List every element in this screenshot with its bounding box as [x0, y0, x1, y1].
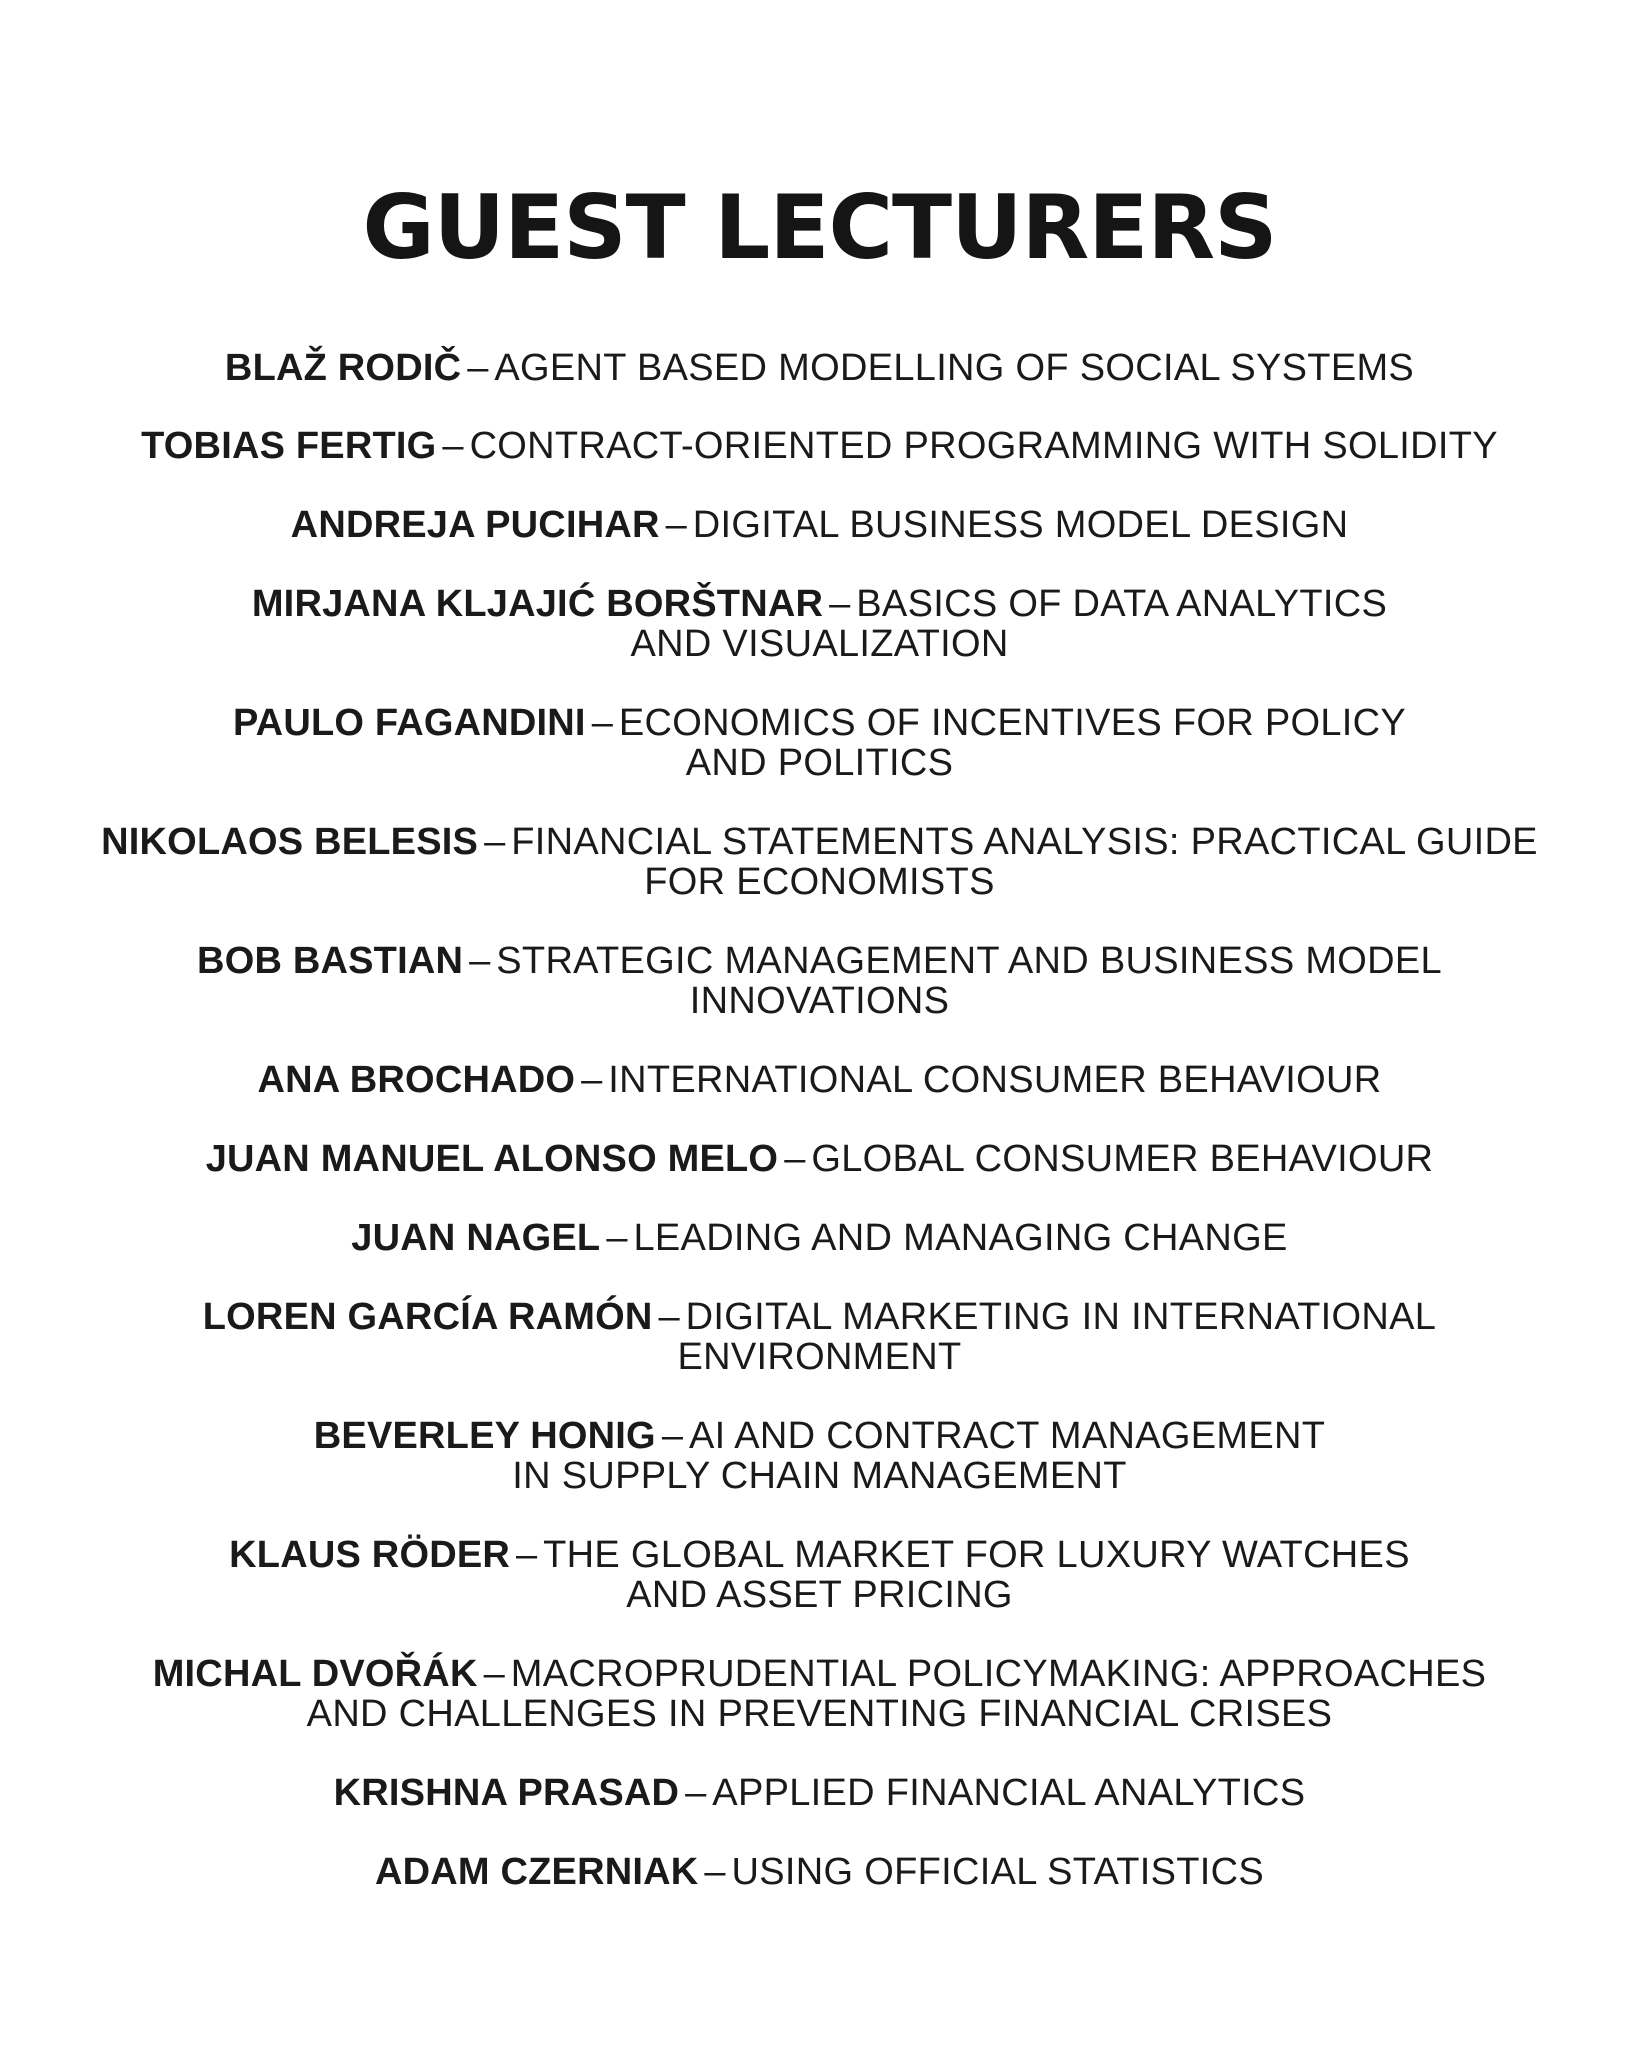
lecture-topic-continued: FOR ECONOMISTS [644, 861, 995, 903]
separator: – [829, 583, 851, 625]
lecture-topic-continued: AND CHALLENGES IN PREVENTING FINANCIAL CRISES [306, 1693, 1333, 1735]
lecturer-name: BEVERLEY HONIG [313, 1415, 656, 1457]
lecturer-name: BLAŽ RODIČ [224, 347, 462, 389]
separator: – [704, 1851, 726, 1893]
lecture-topic: USING OFFICIAL STATISTICS [731, 1851, 1265, 1893]
lecture-topic: INTERNATIONAL CONSUMER BEHAVIOUR [608, 1059, 1382, 1101]
lecturer-entry [60, 703, 1579, 783]
lecture-topic: AGENT BASED MODELLING OF SOCIAL SYSTEMS [494, 347, 1415, 389]
lecture-topic: AI AND CONTRACT MANAGEMENT [688, 1415, 1326, 1457]
lecturer-name: TOBIAS FERTIG [141, 425, 437, 467]
lecture-topic-continued: IN SUPPLY CHAIN MANAGEMENT [512, 1455, 1127, 1497]
lecturer-entry [60, 505, 1579, 545]
lecturer-entry [60, 1060, 1579, 1100]
lecturer-entry [60, 1416, 1579, 1496]
separator: – [581, 1059, 603, 1101]
lecturer-name: PAULO FAGANDINI [232, 702, 586, 744]
lecture-topic-continued: AND VISUALIZATION [630, 623, 1009, 665]
separator: – [661, 1415, 683, 1457]
lecturer-name: NIKOLAOS BELESIS [101, 821, 479, 863]
lecture-topic: LEADING AND MANAGING CHANGE [633, 1217, 1288, 1259]
lecturer-entry [60, 584, 1579, 664]
separator: – [784, 1138, 806, 1180]
lecturer-name: JUAN MANUEL ALONSO MELO [205, 1138, 779, 1180]
separator: – [685, 1772, 707, 1814]
lecture-topic: STRATEGIC MANAGEMENT AND BUSINESS MODEL [496, 940, 1442, 982]
lecturer-name: BOB BASTIAN [197, 940, 464, 982]
lecturer-entry [60, 426, 1579, 466]
lecturer-entry [60, 1654, 1579, 1734]
lecturer-entry [60, 1297, 1579, 1377]
lecture-topic: THE GLOBAL MARKET FOR LUXURY WATCHES [543, 1534, 1410, 1576]
separator: – [484, 821, 506, 863]
lecture-topic: ECONOMICS OF INCENTIVES FOR POLICY [618, 702, 1407, 744]
lecture-topic: CONTRACT-ORIENTED PROGRAMMING WITH SOLIDITY [469, 425, 1498, 467]
lecturer-name: KRISHNA PRASAD [333, 1772, 680, 1814]
separator: – [606, 1217, 628, 1259]
lecture-topic: BASICS OF DATA ANALYTICS [856, 583, 1388, 625]
lecture-topic-continued: AND ASSET PRICING [626, 1574, 1013, 1616]
lecture-topic: FINANCIAL STATEMENTS ANALYSIS: PRACTICAL GUIDE [511, 821, 1538, 863]
lecturer-name: JUAN NAGEL [351, 1217, 601, 1259]
lecturer-entry [60, 941, 1579, 1021]
lecturer-entry [60, 822, 1579, 902]
lecture-topic-continued: INNOVATIONS [689, 980, 950, 1022]
lecturer-entry [60, 1535, 1579, 1615]
lecture-topic: GLOBAL CONSUMER BEHAVIOUR [811, 1138, 1434, 1180]
lecturer-name: MICHAL DVOŘÁK [152, 1653, 478, 1695]
lecture-topic: MACROPRUDENTIAL POLICYMAKING: APPROACHES [510, 1653, 1487, 1695]
lecturer-entry [60, 1218, 1579, 1258]
lecturer-entry [60, 1852, 1579, 1892]
lecturer-name: ANA BROCHADO [257, 1059, 576, 1101]
lecturer-name: ANDREJA PUCIHAR [290, 504, 660, 546]
lecture-topic: DIGITAL BUSINESS MODEL DESIGN [692, 504, 1349, 546]
lecturer-entry [60, 348, 1579, 388]
lecturer-name: ADAM CZERNIAK [374, 1851, 699, 1893]
separator: – [516, 1534, 538, 1576]
page-title: GUEST LECTURERS [362, 176, 1277, 279]
lecture-topic: APPLIED FINANCIAL ANALYTICS [712, 1772, 1306, 1814]
separator: – [658, 1296, 680, 1338]
lecture-topic-continued: AND POLITICS [685, 742, 954, 784]
lecturer-name: MIRJANA KLJAJIĆ BORŠTNAR [251, 583, 824, 625]
separator: – [483, 1653, 505, 1695]
separator: – [591, 702, 613, 744]
lecturer-entry [60, 1773, 1579, 1813]
lecturer-entry [60, 1139, 1579, 1179]
separator: – [467, 347, 489, 389]
lecture-topic-continued: ENVIRONMENT [677, 1336, 962, 1378]
separator: – [442, 425, 464, 467]
separator: – [665, 504, 687, 546]
separator: – [469, 940, 491, 982]
lecturer-name: KLAUS RÖDER [229, 1534, 511, 1576]
lecturer-name: LOREN GARCÍA RAMÓN [202, 1296, 653, 1338]
lecture-topic: DIGITAL MARKETING IN INTERNATIONAL [685, 1296, 1437, 1338]
